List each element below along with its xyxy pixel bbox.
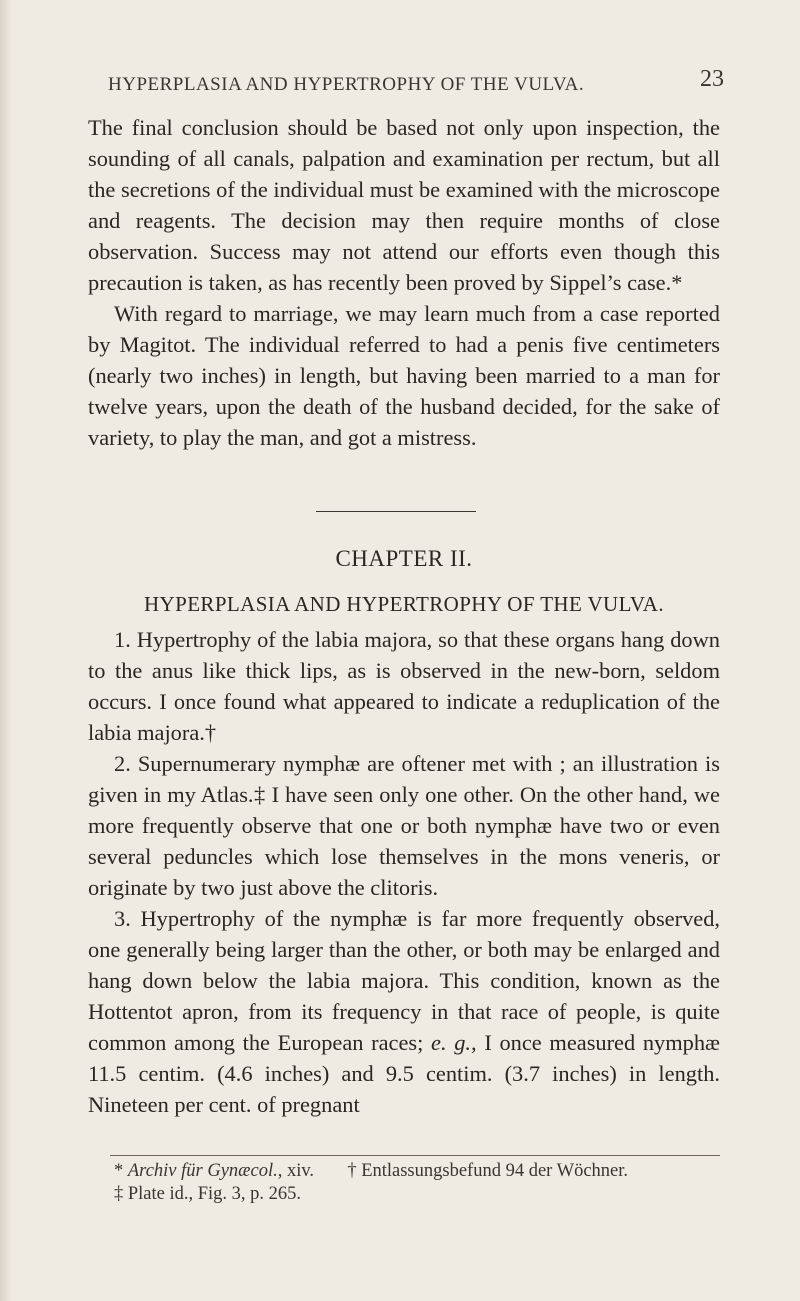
running-title: HYPERPLASIA AND HYPERTROPHY OF THE VULVA. bbox=[108, 74, 585, 95]
footnote-mark: * bbox=[114, 1161, 124, 1181]
paragraph-text: I once measured nymphæ 11.5 centim. (4.6 inches) and 9.5 centim. (3.7 inches) in length. Nineteen per cent. of pregnant bbox=[88, 1030, 720, 1117]
paragraph: The final conclusion should be based not only upon inspection, the sounding of all canals, palpation and examination per rectum, but all the secretions of the individual must be examined with the microscope and reagents. The decision may then require months of close observation. Success may not attend our efforts even though this precaution is taken, as has recently been proved by Sippel’s case.* bbox=[88, 115, 720, 295]
footnote-text: † Entlassungsbefund 94 der Wöchner. bbox=[347, 1161, 629, 1181]
eg-abbreviation: e. g., bbox=[431, 1030, 477, 1055]
footnote-source: Archiv für Gynæcol. bbox=[127, 1161, 278, 1181]
paragraph bbox=[88, 903, 720, 1120]
footnote-rule bbox=[110, 1155, 720, 1156]
page-gutter-shadow bbox=[0, 0, 12, 1301]
section-divider bbox=[316, 511, 476, 512]
paragraph: With regard to marriage, we may learn much from a case reported by Magitot. The individual referred to had a penis five centimeters (nearly two inches) in length, but having been married to a man for twelve years, upon the death of the husband decided, for the sake of variety, to play the man, and got a mistress. bbox=[88, 301, 720, 450]
paragraph: 2. Supernumerary nymphæ are oftener met with ; an illustration is given in my Atlas.‡ I have seen only one other. On the other hand, we more frequently observe that one or both nymphæ have two or even several peduncles which lose themselves in the mons veneris, or originate by two just above the clitoris. bbox=[88, 751, 720, 900]
footnote-row bbox=[114, 1183, 734, 1206]
footnote-row bbox=[114, 1160, 734, 1183]
footnote-text: ‡ Plate id., Fig. 3, p. 265. bbox=[114, 1184, 302, 1204]
footnotes bbox=[114, 1160, 734, 1206]
section-2-text bbox=[88, 624, 720, 1120]
section-1-text bbox=[88, 112, 720, 453]
chapter-subheading: HYPERPLASIA AND HYPERTROPHY OF THE VULVA. bbox=[143, 592, 664, 616]
paragraph-text: 3. Hypertrophy of the nymphæ is far more frequently observed, one generally being larger than the other, or both may be enlarged and hang down below the labia majora. This condition, known as the Hottentot apron, from its frequency in that race of people, is quite common among the European races; bbox=[88, 906, 720, 1055]
footnote-text: , xiv. bbox=[277, 1161, 315, 1181]
chapter-heading: CHAPTER II. bbox=[335, 546, 473, 571]
page-number: 23 bbox=[700, 66, 724, 92]
paragraph: 1. Hypertrophy of the labia majora, so that these organs hang down to the anus like thick lips, as is observed in the new-born, seldom occurs. I once found what appeared to indicate a reduplication of the labia majora.† bbox=[88, 627, 720, 745]
